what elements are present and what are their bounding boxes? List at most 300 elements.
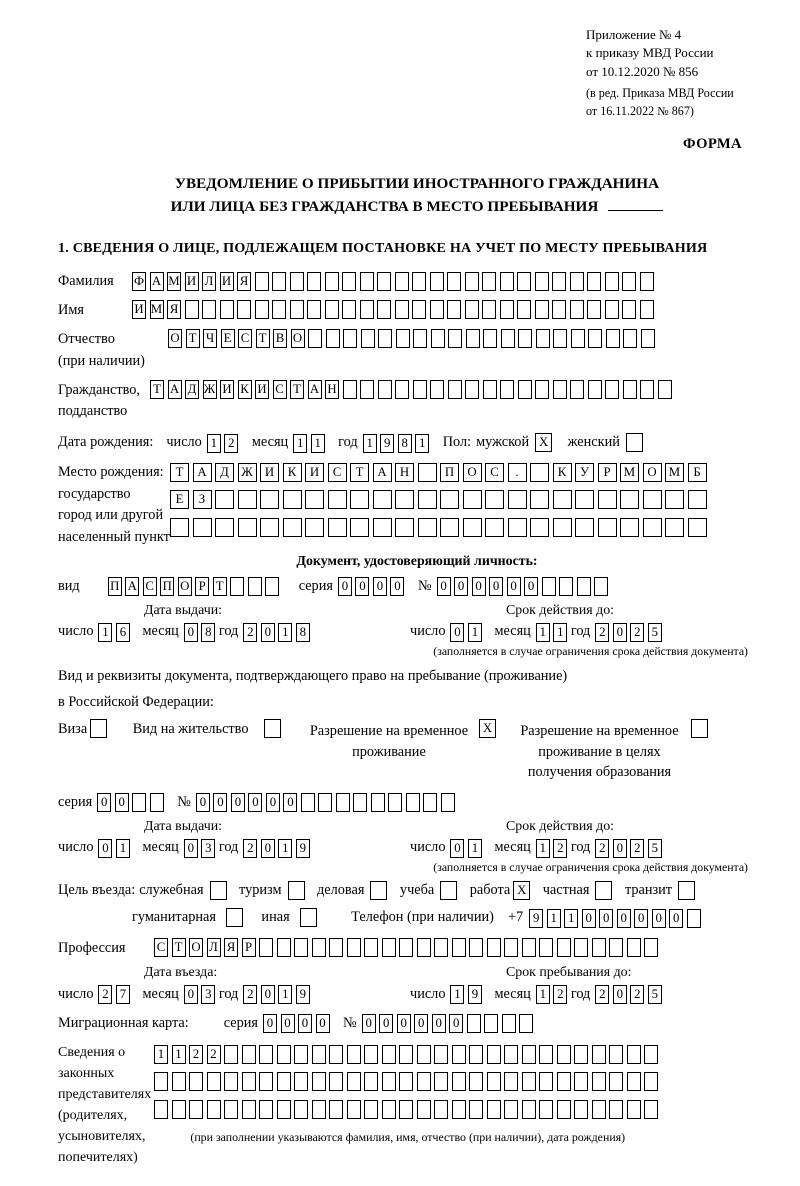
char-cell[interactable]: 1: [564, 909, 578, 928]
char-cell[interactable]: [640, 272, 654, 291]
char-cell[interactable]: В: [273, 329, 287, 348]
char-cell[interactable]: А: [373, 463, 392, 482]
char-cell[interactable]: Б: [688, 463, 707, 482]
char-cell[interactable]: О: [178, 577, 192, 596]
residence-seriya-cells[interactable]: [97, 791, 167, 813]
char-cell[interactable]: [265, 577, 279, 596]
char-cell[interactable]: [399, 1045, 413, 1064]
char-cell[interactable]: [193, 518, 212, 537]
char-cell[interactable]: [294, 1045, 308, 1064]
char-cell[interactable]: 0: [373, 577, 387, 596]
char-cell[interactable]: 9: [529, 909, 543, 928]
char-cell[interactable]: [283, 490, 302, 509]
doc-number-cells[interactable]: [437, 575, 612, 597]
char-cell[interactable]: [290, 272, 304, 291]
char-cell[interactable]: [294, 1100, 308, 1119]
char-cell[interactable]: [255, 300, 269, 319]
char-cell[interactable]: М: [150, 300, 164, 319]
char-cell[interactable]: [553, 518, 572, 537]
char-cell[interactable]: [539, 1100, 553, 1119]
char-cell[interactable]: [504, 1045, 518, 1064]
char-cell[interactable]: [588, 329, 602, 348]
char-cell[interactable]: 0: [437, 577, 451, 596]
char-cell[interactable]: Я: [237, 272, 251, 291]
char-cell[interactable]: [508, 490, 527, 509]
char-cell[interactable]: И: [305, 463, 324, 482]
char-cell[interactable]: 1: [172, 1045, 186, 1064]
char-cell[interactable]: 0: [115, 793, 129, 812]
char-cell[interactable]: А: [308, 380, 322, 399]
stay-until-year-cells[interactable]: [595, 983, 665, 1005]
char-cell[interactable]: [312, 1045, 326, 1064]
purpose-transit-checkbox[interactable]: [678, 881, 695, 900]
char-cell[interactable]: [395, 300, 409, 319]
doc-issue-month-cells[interactable]: [184, 621, 219, 643]
residence-issue-year-cells[interactable]: [243, 837, 313, 859]
char-cell[interactable]: П: [160, 577, 174, 596]
char-cell[interactable]: [557, 1072, 571, 1091]
char-cell[interactable]: [373, 490, 392, 509]
char-cell[interactable]: [643, 518, 662, 537]
char-cell[interactable]: [202, 300, 216, 319]
char-cell[interactable]: [301, 793, 315, 812]
char-cell[interactable]: [447, 300, 461, 319]
char-cell[interactable]: [588, 380, 602, 399]
char-cell[interactable]: Я: [167, 300, 181, 319]
char-cell[interactable]: 0: [97, 793, 111, 812]
char-cell[interactable]: 9: [296, 839, 310, 858]
char-cell[interactable]: [440, 490, 459, 509]
char-cell[interactable]: Т: [213, 577, 227, 596]
char-cell[interactable]: [307, 300, 321, 319]
char-cell[interactable]: 0: [263, 1014, 277, 1033]
char-cell[interactable]: [501, 329, 515, 348]
char-cell[interactable]: [687, 909, 701, 928]
char-cell[interactable]: [535, 272, 549, 291]
char-cell[interactable]: [522, 1100, 536, 1119]
char-cell[interactable]: [469, 1072, 483, 1091]
char-cell[interactable]: [431, 329, 445, 348]
char-cell[interactable]: 1: [293, 434, 307, 453]
char-cell[interactable]: [487, 1100, 501, 1119]
char-cell[interactable]: 0: [507, 577, 521, 596]
gender-female-checkbox[interactable]: [626, 433, 643, 452]
char-cell[interactable]: [238, 518, 257, 537]
char-cell[interactable]: 1: [468, 623, 482, 642]
char-cell[interactable]: И: [185, 272, 199, 291]
char-cell[interactable]: [620, 518, 639, 537]
char-cell[interactable]: [350, 490, 369, 509]
char-cell[interactable]: 9: [380, 434, 394, 453]
migration-number-cells[interactable]: [362, 1012, 537, 1034]
birth-month-cells[interactable]: [293, 431, 328, 453]
char-cell[interactable]: Т: [150, 380, 164, 399]
char-cell[interactable]: [260, 490, 279, 509]
char-cell[interactable]: 0: [283, 793, 297, 812]
char-cell[interactable]: 0: [449, 1014, 463, 1033]
char-cell[interactable]: [418, 463, 437, 482]
entry-date-year-cells[interactable]: [243, 983, 313, 1005]
char-cell[interactable]: 2: [207, 1045, 221, 1064]
char-cell[interactable]: [371, 793, 385, 812]
doc-valid-day-cells[interactable]: [450, 621, 485, 643]
char-cell[interactable]: [154, 1072, 168, 1091]
char-cell[interactable]: [452, 1100, 466, 1119]
char-cell[interactable]: 2: [553, 985, 567, 1004]
char-cell[interactable]: [377, 272, 391, 291]
char-cell[interactable]: [378, 329, 392, 348]
char-cell[interactable]: [329, 938, 343, 957]
char-cell[interactable]: О: [291, 329, 305, 348]
residence-valid-day-cells[interactable]: [450, 837, 485, 859]
char-cell[interactable]: 0: [213, 793, 227, 812]
char-cell[interactable]: [150, 793, 164, 812]
char-cell[interactable]: [574, 1045, 588, 1064]
char-cell[interactable]: [606, 329, 620, 348]
char-cell[interactable]: 1: [536, 623, 550, 642]
char-cell[interactable]: [465, 380, 479, 399]
char-cell[interactable]: [418, 490, 437, 509]
char-cell[interactable]: Т: [170, 463, 189, 482]
char-cell[interactable]: [395, 490, 414, 509]
char-cell[interactable]: [305, 518, 324, 537]
char-cell[interactable]: А: [125, 577, 139, 596]
birth-year-cells[interactable]: [363, 431, 433, 453]
purpose-private-checkbox[interactable]: [595, 881, 612, 900]
char-cell[interactable]: С: [273, 380, 287, 399]
doc-seriya-cells[interactable]: [338, 575, 408, 597]
char-cell[interactable]: [530, 490, 549, 509]
char-cell[interactable]: [570, 380, 584, 399]
char-cell[interactable]: [500, 300, 514, 319]
purpose-humanitarian-checkbox[interactable]: [226, 908, 243, 927]
char-cell[interactable]: 1: [311, 434, 325, 453]
char-cell[interactable]: [658, 380, 672, 399]
char-cell[interactable]: 0: [472, 577, 486, 596]
birth-day-cells[interactable]: [207, 431, 242, 453]
char-cell[interactable]: [644, 1072, 658, 1091]
visa-checkbox[interactable]: [90, 719, 107, 738]
char-cell[interactable]: М: [665, 463, 684, 482]
char-cell[interactable]: [430, 272, 444, 291]
char-cell[interactable]: И: [220, 272, 234, 291]
char-cell[interactable]: [665, 490, 684, 509]
title-underline-blank[interactable]: [608, 198, 663, 211]
char-cell[interactable]: [522, 1072, 536, 1091]
char-cell[interactable]: 5: [648, 985, 662, 1004]
residence-valid-month-cells[interactable]: [536, 837, 571, 859]
char-cell[interactable]: [482, 300, 496, 319]
char-cell[interactable]: О: [463, 463, 482, 482]
char-cell[interactable]: [539, 1045, 553, 1064]
char-cell[interactable]: 2: [553, 839, 567, 858]
char-cell[interactable]: 1: [116, 839, 130, 858]
residence-issue-day-cells[interactable]: [98, 837, 133, 859]
char-cell[interactable]: М: [620, 463, 639, 482]
char-cell[interactable]: [312, 1100, 326, 1119]
char-cell[interactable]: 1: [536, 839, 550, 858]
char-cell[interactable]: [465, 272, 479, 291]
char-cell[interactable]: С: [485, 463, 504, 482]
char-cell[interactable]: 0: [266, 793, 280, 812]
char-cell[interactable]: [360, 300, 374, 319]
char-cell[interactable]: 2: [595, 623, 609, 642]
char-cell[interactable]: [500, 380, 514, 399]
char-cell[interactable]: [382, 1100, 396, 1119]
doc-issue-day-cells[interactable]: [98, 621, 133, 643]
char-cell[interactable]: П: [440, 463, 459, 482]
char-cell[interactable]: [500, 272, 514, 291]
char-cell[interactable]: [557, 938, 571, 957]
char-cell[interactable]: [430, 300, 444, 319]
char-cell[interactable]: .: [508, 463, 527, 482]
char-cell[interactable]: 1: [553, 623, 567, 642]
gender-male-checkbox[interactable]: X: [535, 433, 552, 452]
char-cell[interactable]: [448, 329, 462, 348]
char-cell[interactable]: [260, 518, 279, 537]
char-cell[interactable]: [207, 1072, 221, 1091]
char-cell[interactable]: [220, 300, 234, 319]
char-cell[interactable]: 3: [201, 985, 215, 1004]
char-cell[interactable]: [504, 938, 518, 957]
char-cell[interactable]: [417, 1072, 431, 1091]
char-cell[interactable]: [463, 490, 482, 509]
char-cell[interactable]: [189, 1072, 203, 1091]
char-cell[interactable]: [605, 272, 619, 291]
char-cell[interactable]: 0: [261, 985, 275, 1004]
char-cell[interactable]: [395, 272, 409, 291]
char-cell[interactable]: [518, 380, 532, 399]
char-cell[interactable]: Р: [195, 577, 209, 596]
char-cell[interactable]: Т: [290, 380, 304, 399]
char-cell[interactable]: [622, 300, 636, 319]
char-cell[interactable]: 0: [450, 623, 464, 642]
char-cell[interactable]: [559, 577, 573, 596]
char-cell[interactable]: [172, 1072, 186, 1091]
char-cell[interactable]: [434, 1072, 448, 1091]
char-cell[interactable]: [644, 938, 658, 957]
char-cell[interactable]: [487, 1072, 501, 1091]
char-cell[interactable]: 0: [454, 577, 468, 596]
char-cell[interactable]: [627, 1100, 641, 1119]
temp-residence-education-checkbox[interactable]: [691, 719, 708, 738]
char-cell[interactable]: [627, 1045, 641, 1064]
char-cell[interactable]: [417, 938, 431, 957]
char-cell[interactable]: [336, 793, 350, 812]
entry-date-month-cells[interactable]: [184, 983, 219, 1005]
char-cell[interactable]: [242, 1045, 256, 1064]
char-cell[interactable]: [441, 793, 455, 812]
char-cell[interactable]: Р: [242, 938, 256, 957]
char-cell[interactable]: [609, 938, 623, 957]
char-cell[interactable]: [382, 938, 396, 957]
char-cell[interactable]: [373, 518, 392, 537]
char-cell[interactable]: [399, 1072, 413, 1091]
char-cell[interactable]: [259, 1100, 273, 1119]
char-cell[interactable]: 1: [547, 909, 561, 928]
char-cell[interactable]: [605, 380, 619, 399]
char-cell[interactable]: К: [283, 463, 302, 482]
surname-cells[interactable]: [132, 269, 657, 291]
char-cell[interactable]: 5: [648, 623, 662, 642]
char-cell[interactable]: [483, 329, 497, 348]
char-cell[interactable]: [272, 272, 286, 291]
char-cell[interactable]: 0: [338, 577, 352, 596]
firstname-cells[interactable]: [132, 298, 657, 320]
char-cell[interactable]: 0: [524, 577, 538, 596]
purpose-other-checkbox[interactable]: [300, 908, 317, 927]
char-cell[interactable]: [640, 380, 654, 399]
char-cell[interactable]: [294, 938, 308, 957]
char-cell[interactable]: [557, 1045, 571, 1064]
char-cell[interactable]: [283, 518, 302, 537]
char-cell[interactable]: 0: [355, 577, 369, 596]
char-cell[interactable]: [307, 272, 321, 291]
char-cell[interactable]: [312, 1072, 326, 1091]
char-cell[interactable]: [417, 1100, 431, 1119]
char-cell[interactable]: [328, 490, 347, 509]
char-cell[interactable]: [406, 793, 420, 812]
char-cell[interactable]: О: [643, 463, 662, 482]
char-cell[interactable]: [277, 938, 291, 957]
char-cell[interactable]: 0: [599, 909, 613, 928]
char-cell[interactable]: [466, 329, 480, 348]
char-cell[interactable]: 0: [184, 623, 198, 642]
char-cell[interactable]: [347, 1072, 361, 1091]
char-cell[interactable]: [518, 329, 532, 348]
char-cell[interactable]: 1: [278, 623, 292, 642]
char-cell[interactable]: 2: [98, 985, 112, 1004]
char-cell[interactable]: 0: [298, 1014, 312, 1033]
temp-residence-checkbox[interactable]: X: [479, 719, 496, 738]
legal-reps-row1-cells[interactable]: [154, 1043, 662, 1065]
char-cell[interactable]: [552, 300, 566, 319]
char-cell[interactable]: [342, 300, 356, 319]
char-cell[interactable]: А: [150, 272, 164, 291]
char-cell[interactable]: 0: [261, 623, 275, 642]
char-cell[interactable]: [557, 1100, 571, 1119]
char-cell[interactable]: 1: [278, 839, 292, 858]
char-cell[interactable]: [644, 1100, 658, 1119]
char-cell[interactable]: [377, 300, 391, 319]
char-cell[interactable]: [430, 380, 444, 399]
legal-reps-row3-cells[interactable]: [154, 1098, 662, 1120]
doc-issue-year-cells[interactable]: [243, 621, 313, 643]
patronymic-cells[interactable]: [168, 327, 658, 349]
char-cell[interactable]: [553, 329, 567, 348]
char-cell[interactable]: [627, 1072, 641, 1091]
char-cell[interactable]: [207, 1100, 221, 1119]
char-cell[interactable]: 1: [154, 1045, 168, 1064]
char-cell[interactable]: [399, 1100, 413, 1119]
char-cell[interactable]: [447, 272, 461, 291]
char-cell[interactable]: [592, 1045, 606, 1064]
char-cell[interactable]: [342, 272, 356, 291]
char-cell[interactable]: [535, 380, 549, 399]
doc-valid-month-cells[interactable]: [536, 621, 571, 643]
char-cell[interactable]: О: [189, 938, 203, 957]
char-cell[interactable]: [469, 1100, 483, 1119]
char-cell[interactable]: [423, 793, 437, 812]
char-cell[interactable]: И: [260, 463, 279, 482]
char-cell[interactable]: [574, 938, 588, 957]
doc-vid-cells[interactable]: [108, 575, 283, 597]
char-cell[interactable]: [347, 938, 361, 957]
char-cell[interactable]: [242, 1072, 256, 1091]
char-cell[interactable]: [594, 577, 608, 596]
char-cell[interactable]: А: [193, 463, 212, 482]
char-cell[interactable]: [272, 300, 286, 319]
char-cell[interactable]: [395, 518, 414, 537]
char-cell[interactable]: [598, 518, 617, 537]
purpose-tourism-checkbox[interactable]: [288, 881, 305, 900]
char-cell[interactable]: [574, 1100, 588, 1119]
char-cell[interactable]: [553, 490, 572, 509]
char-cell[interactable]: [577, 577, 591, 596]
char-cell[interactable]: 0: [248, 793, 262, 812]
char-cell[interactable]: 2: [630, 985, 644, 1004]
char-cell[interactable]: [640, 300, 654, 319]
char-cell[interactable]: 0: [613, 985, 627, 1004]
char-cell[interactable]: [592, 938, 606, 957]
stay-until-day-cells[interactable]: [450, 983, 485, 1005]
char-cell[interactable]: 0: [432, 1014, 446, 1033]
profession-cells[interactable]: [154, 936, 662, 958]
char-cell[interactable]: Р: [598, 463, 617, 482]
char-cell[interactable]: [487, 1045, 501, 1064]
phone-cells[interactable]: [529, 907, 704, 929]
char-cell[interactable]: 8: [201, 623, 215, 642]
char-cell[interactable]: 2: [630, 623, 644, 642]
char-cell[interactable]: [575, 518, 594, 537]
char-cell[interactable]: [609, 1100, 623, 1119]
char-cell[interactable]: Т: [350, 463, 369, 482]
char-cell[interactable]: Д: [185, 380, 199, 399]
char-cell[interactable]: [535, 300, 549, 319]
char-cell[interactable]: 1: [278, 985, 292, 1004]
char-cell[interactable]: Е: [170, 490, 189, 509]
char-cell[interactable]: 1: [415, 434, 429, 453]
char-cell[interactable]: [189, 1100, 203, 1119]
char-cell[interactable]: [418, 518, 437, 537]
purpose-study-checkbox[interactable]: [440, 881, 457, 900]
char-cell[interactable]: [434, 1100, 448, 1119]
char-cell[interactable]: 0: [450, 839, 464, 858]
char-cell[interactable]: [467, 1014, 481, 1033]
char-cell[interactable]: Д: [215, 463, 234, 482]
char-cell[interactable]: 0: [390, 577, 404, 596]
char-cell[interactable]: [487, 938, 501, 957]
char-cell[interactable]: [665, 518, 684, 537]
char-cell[interactable]: [570, 300, 584, 319]
birthplace-row2-cells[interactable]: [170, 488, 710, 510]
char-cell[interactable]: С: [328, 463, 347, 482]
char-cell[interactable]: [482, 272, 496, 291]
char-cell[interactable]: 2: [630, 839, 644, 858]
char-cell[interactable]: И: [132, 300, 146, 319]
char-cell[interactable]: [522, 1045, 536, 1064]
purpose-work-checkbox[interactable]: X: [513, 881, 530, 900]
char-cell[interactable]: [290, 300, 304, 319]
char-cell[interactable]: [508, 518, 527, 537]
char-cell[interactable]: [643, 490, 662, 509]
char-cell[interactable]: [434, 1045, 448, 1064]
char-cell[interactable]: [587, 272, 601, 291]
char-cell[interactable]: [536, 329, 550, 348]
char-cell[interactable]: 0: [634, 909, 648, 928]
char-cell[interactable]: 0: [316, 1014, 330, 1033]
char-cell[interactable]: 5: [648, 839, 662, 858]
